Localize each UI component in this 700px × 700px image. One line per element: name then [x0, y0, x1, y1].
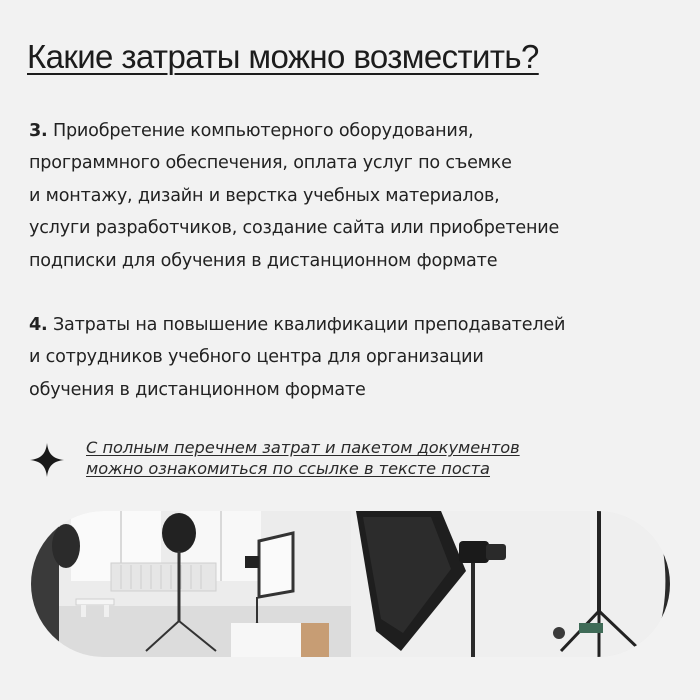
- item-3-line: и монтажу, дизайн и верстка учебных материалов,: [29, 185, 500, 206]
- item-4-number: 4.: [29, 315, 48, 335]
- item-4-line: и сотрудников учебного центра для организации: [29, 347, 484, 368]
- page-title: Какие затраты можно возместить?: [27, 38, 539, 75]
- item-3-line: услуги разработчиков, создание сайта или приобретение: [29, 218, 560, 239]
- item-3: [29, 115, 689, 277]
- item-3-number: 3.: [29, 121, 48, 141]
- item-3-line: Приобретение компьютерного оборудования,: [52, 121, 474, 141]
- item-4-line: Затраты на повышение квалификации преподавателей: [52, 315, 566, 335]
- sparkle-star-icon: [30, 443, 64, 477]
- documents-link[interactable]: [86, 437, 520, 479]
- item-3-line: подписки для обучения в дистанционном формате: [29, 250, 498, 271]
- studio-photo: [31, 511, 670, 657]
- item-4: [29, 309, 689, 406]
- item-3-line: программного обеспечения, оплата услуг по съемке: [29, 153, 512, 174]
- note-line: С полным перечнем затрат и пакетом документов: [86, 438, 520, 457]
- studio-photo-illustration: [31, 511, 670, 657]
- note-line: можно ознакомиться по ссылке в тексте поста: [86, 459, 490, 478]
- item-4-line: обучения в дистанционном формате: [29, 379, 366, 400]
